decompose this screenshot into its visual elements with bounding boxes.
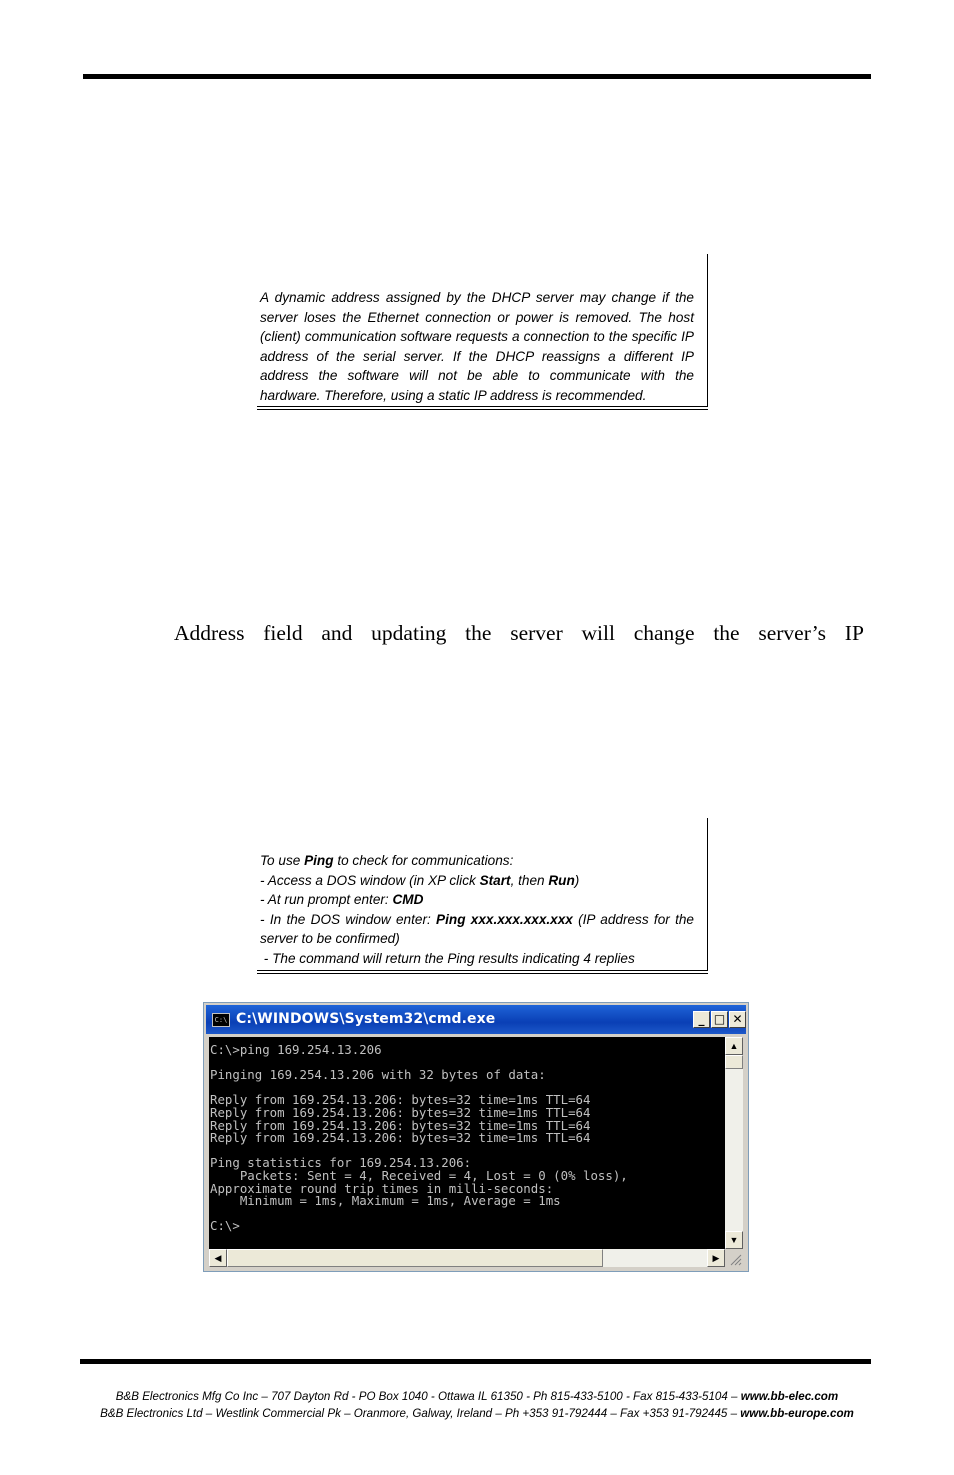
footer-line-1: B&B Electronics Mfg Co Inc – 707 Dayton Rd - PO Box 1040 - Ottawa IL 61350 - Ph 815-433-5100 - Fax 815-433-5104 – www.bb-elec.com xyxy=(115,1390,839,1403)
scroll-up-arrow-icon[interactable]: ▲ xyxy=(725,1037,743,1055)
ping-step-2: - At run prompt enter: CMD xyxy=(260,892,424,907)
resize-grip-lines xyxy=(725,1249,743,1267)
footer-rule xyxy=(80,1359,871,1364)
note-border-bottom xyxy=(257,970,708,971)
footer-link-us[interactable]: www.bb-elec.com xyxy=(740,1390,839,1403)
footer-line-2: B&B Electronics Ltd – Westlink Commercial Pk – Oranmore, Galway, Ireland – Ph +353 91-792444 – Fax +353 91-792445 – www.bb-europe.com xyxy=(100,1407,854,1420)
note-border-right xyxy=(707,818,708,970)
ping-step-4: - The command will return the Ping results indicating 4 replies xyxy=(260,950,635,966)
body-word: server xyxy=(510,621,563,645)
cmd-console-output[interactable]: C:\>ping 169.254.13.206 Pinging 169.254.13.206 with 32 bytes of data: Reply from 169.254.13.206: bytes=32 time=1ms TTL=64 Reply from 169.254.13.206: bytes=32 time=1ms TTL=64 Reply from 169.254.13.206: bytes=32 time=1ms TTL=64 Reply from 169.254.13.206: bytes=32 time=1ms TTL=64 Ping statistics for 169.254.13.206: Packets: Sent = 4, Received = 4, Lost = 0 (0% loss), Approximate round trip times in milli-seconds: Minimum = 1ms, Maximum = 1ms, Average = 1ms C:\> xyxy=(209,1037,725,1249)
body-word: field xyxy=(263,621,303,645)
body-word: server’s xyxy=(758,621,827,645)
body-word: and xyxy=(321,621,353,645)
note-border-right xyxy=(707,254,708,406)
dhcp-note-text: A dynamic address assigned by the DHCP server may change if the server loses the Ethernet connection or power is removed. The host (client) communication software requests a connection to the specific IP address of the serial server. If the DHCP reassigns a different IP address the software will not be able to communicate with the hardware. Therefore, using a static IP address is recommended. xyxy=(260,290,694,403)
maximize-button[interactable]: □ xyxy=(711,1011,728,1028)
dhcp-note-box xyxy=(257,254,708,410)
body-word: Address xyxy=(174,621,245,645)
close-button[interactable]: ✕ xyxy=(729,1011,746,1028)
scroll-right-arrow-icon[interactable]: ▶ xyxy=(707,1249,725,1267)
note-border-bottom-double xyxy=(257,409,708,410)
ping-intro: To use Ping to check for communications: xyxy=(260,853,514,868)
vertical-scroll-thumb[interactable] xyxy=(725,1055,743,1069)
body-word: updating xyxy=(371,621,447,645)
body-word: change xyxy=(633,621,695,645)
ping-step-3: - In the DOS window enter: Ping xxx.xxx.xxx.xxx (IP address for the server to be confirmed) xyxy=(260,911,694,946)
body-text xyxy=(174,621,864,646)
body-text-line xyxy=(174,621,864,646)
cmd-titlebar[interactable] xyxy=(206,1005,746,1034)
resize-grip-icon[interactable] xyxy=(725,1249,743,1267)
ping-step-1: - Access a DOS window (in XP click Start, then Run) xyxy=(260,872,580,888)
cmd-window xyxy=(203,1002,749,1272)
horizontal-scrollbar[interactable] xyxy=(209,1249,725,1267)
scroll-down-arrow-icon[interactable]: ▼ xyxy=(725,1231,743,1249)
body-word: the xyxy=(713,621,740,645)
body-word: IP xyxy=(844,621,864,645)
note-border-bottom-double xyxy=(257,973,708,974)
vertical-scrollbar[interactable] xyxy=(725,1037,743,1249)
ping-note-box xyxy=(257,818,708,974)
minimize-button[interactable]: _ xyxy=(693,1011,710,1028)
header-rule xyxy=(83,74,871,79)
cmd-window-title: C:\WINDOWS\System32\cmd.exe xyxy=(236,1011,496,1027)
body-word: will xyxy=(581,621,615,645)
body-word: the xyxy=(465,621,492,645)
note-border-bottom xyxy=(257,406,708,407)
footer-link-europe[interactable]: www.bb-europe.com xyxy=(740,1407,854,1420)
horizontal-scroll-thumb[interactable] xyxy=(227,1249,603,1267)
cmd-app-icon: C:\ xyxy=(212,1013,230,1027)
scroll-left-arrow-icon[interactable]: ◀ xyxy=(209,1249,227,1267)
